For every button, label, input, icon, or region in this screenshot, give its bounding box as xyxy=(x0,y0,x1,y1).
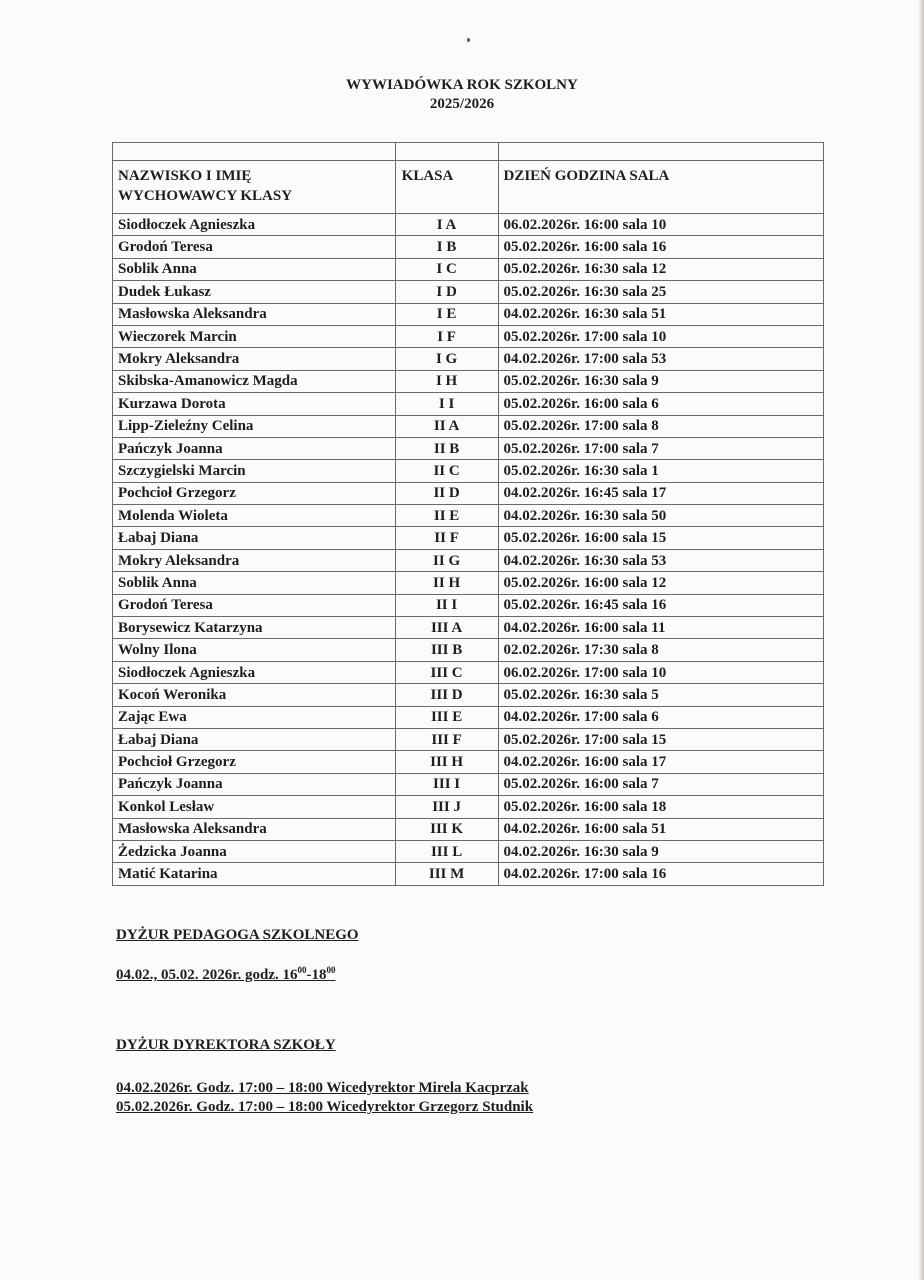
column-header-when: DZIEŃ GODZINA SALA xyxy=(498,161,824,214)
table-row xyxy=(113,549,824,571)
table-row xyxy=(113,303,824,325)
table-row xyxy=(113,415,824,437)
table-row xyxy=(113,460,824,482)
schedule-cell: 05.02.2026r. 16:30 sala 5 xyxy=(498,684,824,706)
scan-speck xyxy=(467,38,470,42)
table-row xyxy=(113,639,824,661)
table-row xyxy=(113,684,824,706)
director-duty-line: 05.02.2026r. Godz. 17:00 – 18:00 Wicedyrektor Grzegorz Studnik xyxy=(116,1099,534,1115)
schedule-cell: 05.02.2026r. 17:00 sala 8 xyxy=(498,415,824,437)
schedule-cell: 04.02.2026r. 16:30 sala 51 xyxy=(498,303,824,325)
table-row xyxy=(113,258,824,280)
table-body xyxy=(113,214,824,886)
class-cell: I I xyxy=(395,393,498,415)
schedule-cell: 05.02.2026r. 16:00 sala 6 xyxy=(498,393,824,415)
pedagogue-start-minutes: 00 xyxy=(297,965,307,975)
teacher-cell: Pańczyk Joanna xyxy=(113,437,396,459)
schedule-cell: 06.02.2026r. 17:00 sala 10 xyxy=(498,661,824,683)
class-cell: II B xyxy=(395,437,498,459)
director-heading: DYŻUR DYREKTORA SZKOŁY xyxy=(116,1037,336,1053)
table-row xyxy=(113,863,824,885)
teacher-cell: Soblik Anna xyxy=(113,258,396,280)
schedule-cell: 05.02.2026r. 16:30 sala 25 xyxy=(498,281,824,303)
class-cell: III H xyxy=(395,751,498,773)
teacher-cell: Pochcioł Grzegorz xyxy=(113,751,396,773)
pedagogue-heading: DYŻUR PEDAGOGA SZKOLNEGO xyxy=(116,927,359,943)
table-row xyxy=(113,370,824,392)
table-row xyxy=(113,527,824,549)
title-line-1: WYWIADÓWKA ROK SZKOLNY xyxy=(346,77,578,93)
teacher-cell: Mokry Aleksandra xyxy=(113,549,396,571)
schedule-cell: 05.02.2026r. 16:30 sala 9 xyxy=(498,370,824,392)
schedule-cell: 05.02.2026r. 16:00 sala 7 xyxy=(498,773,824,795)
class-cell: III M xyxy=(395,863,498,885)
class-cell: III B xyxy=(395,639,498,661)
schedule-cell: 05.02.2026r. 16:00 sala 12 xyxy=(498,572,824,594)
teacher-cell: Konkol Lesław xyxy=(113,796,396,818)
teacher-cell: Siodłoczek Agnieszka xyxy=(113,661,396,683)
teacher-cell: Kurzawa Dorota xyxy=(113,393,396,415)
class-cell: III E xyxy=(395,706,498,728)
table-row xyxy=(113,617,824,639)
teacher-cell: Wolny Ilona xyxy=(113,639,396,661)
schedule-cell: 04.02.2026r. 17:00 sala 6 xyxy=(498,706,824,728)
schedule-cell: 05.02.2026r. 16:30 sala 12 xyxy=(498,258,824,280)
table-row xyxy=(113,482,824,504)
schedule-cell: 04.02.2026r. 16:00 sala 17 xyxy=(498,751,824,773)
document-title xyxy=(0,76,924,114)
class-cell: II I xyxy=(395,594,498,616)
table-row xyxy=(113,505,824,527)
schedule-cell: 04.02.2026r. 16:30 sala 50 xyxy=(498,505,824,527)
teacher-cell: Borysewicz Katarzyna xyxy=(113,617,396,639)
teacher-cell: Dudek Łukasz xyxy=(113,281,396,303)
schedule-cell: 05.02.2026r. 17:00 sala 15 xyxy=(498,728,824,750)
schedule-cell: 05.02.2026r. 16:45 sala 16 xyxy=(498,594,824,616)
class-cell: II C xyxy=(395,460,498,482)
class-cell: III A xyxy=(395,617,498,639)
class-cell: I D xyxy=(395,281,498,303)
teacher-cell: Mokry Aleksandra xyxy=(113,348,396,370)
pedagogue-date: 04.02., 05.02. 2026r. godz. 16 xyxy=(116,967,298,983)
schedule-cell: 05.02.2026r. 16:00 sala 15 xyxy=(498,527,824,549)
table-row xyxy=(113,818,824,840)
schedule-cell: 04.02.2026r. 17:00 sala 53 xyxy=(498,348,824,370)
class-cell: I C xyxy=(395,258,498,280)
table-row xyxy=(113,281,824,303)
schedule-cell: 04.02.2026r. 16:00 sala 51 xyxy=(498,818,824,840)
class-cell: III D xyxy=(395,684,498,706)
table-row xyxy=(113,728,824,750)
class-cell: II H xyxy=(395,572,498,594)
schedule-cell: 02.02.2026r. 17:30 sala 8 xyxy=(498,639,824,661)
schedule-cell: 06.02.2026r. 16:00 sala 10 xyxy=(498,214,824,236)
table-row xyxy=(113,751,824,773)
teacher-cell: Kocoń Weronika xyxy=(113,684,396,706)
pedagogue-separator: -18 xyxy=(306,967,327,983)
schedule-cell: 05.02.2026r. 16:30 sala 1 xyxy=(498,460,824,482)
schedule-cell: 04.02.2026r. 16:30 sala 9 xyxy=(498,840,824,862)
table-blank-row xyxy=(113,143,824,161)
class-cell: I E xyxy=(395,303,498,325)
schedule-cell: 05.02.2026r. 16:00 sala 16 xyxy=(498,236,824,258)
class-cell: III F xyxy=(395,728,498,750)
class-cell: I A xyxy=(395,214,498,236)
class-cell: I B xyxy=(395,236,498,258)
teacher-cell: Skibska-Amanowicz Magda xyxy=(113,370,396,392)
teacher-cell: Łabaj Diana xyxy=(113,527,396,549)
schedule-cell: 05.02.2026r. 17:00 sala 10 xyxy=(498,325,824,347)
table-row xyxy=(113,214,824,236)
class-cell: III L xyxy=(395,840,498,862)
class-cell: I F xyxy=(395,325,498,347)
teacher-cell: Zając Ewa xyxy=(113,706,396,728)
table-row xyxy=(113,840,824,862)
page-edge-shadow xyxy=(919,0,924,1280)
teacher-cell: Wieczorek Marcin xyxy=(113,325,396,347)
table-row xyxy=(113,594,824,616)
class-cell: II G xyxy=(395,549,498,571)
teacher-cell: Pańczyk Joanna xyxy=(113,773,396,795)
teacher-cell: Żedzicka Joanna xyxy=(113,840,396,862)
title-line-2: 2025/2026 xyxy=(429,96,495,112)
class-cell: III K xyxy=(395,818,498,840)
pedagogue-hours xyxy=(116,965,336,984)
teacher-cell: Molenda Wioleta xyxy=(113,505,396,527)
column-header-class: KLASA xyxy=(395,161,498,214)
teacher-cell: Szczygielski Marcin xyxy=(113,460,396,482)
teacher-cell: Łabaj Diana xyxy=(113,728,396,750)
table-row xyxy=(113,706,824,728)
teacher-cell: Grodoń Teresa xyxy=(113,236,396,258)
schedule-table xyxy=(112,142,824,886)
table-row xyxy=(113,437,824,459)
teacher-cell: Siodłoczek Agnieszka xyxy=(113,214,396,236)
table-header-row xyxy=(113,161,824,214)
teacher-cell: Lipp-Zieleźny Celina xyxy=(113,415,396,437)
class-cell: II E xyxy=(395,505,498,527)
teacher-cell: Pochcioł Grzegorz xyxy=(113,482,396,504)
schedule-cell: 05.02.2026r. 17:00 sala 7 xyxy=(498,437,824,459)
class-cell: III J xyxy=(395,796,498,818)
table-row xyxy=(113,661,824,683)
class-cell: II A xyxy=(395,415,498,437)
table-row xyxy=(113,236,824,258)
director-duty-line: 04.02.2026r. Godz. 17:00 – 18:00 Wicedyrektor Mirela Kacprzak xyxy=(116,1080,529,1096)
class-cell: II F xyxy=(395,527,498,549)
class-cell: I H xyxy=(395,370,498,392)
teacher-cell: Soblik Anna xyxy=(113,572,396,594)
table-row xyxy=(113,572,824,594)
teacher-cell: Grodoń Teresa xyxy=(113,594,396,616)
schedule-cell: 04.02.2026r. 16:30 sala 53 xyxy=(498,549,824,571)
pedagogue-end-minutes: 00 xyxy=(326,965,336,975)
table-row xyxy=(113,348,824,370)
teacher-cell: Matić Katarina xyxy=(113,863,396,885)
column-header-teacher: NAZWISKO I IMIĘ WYCHOWAWCY KLASY xyxy=(113,161,396,214)
class-cell: I G xyxy=(395,348,498,370)
table-row xyxy=(113,796,824,818)
table-row xyxy=(113,325,824,347)
schedule-cell: 04.02.2026r. 17:00 sala 16 xyxy=(498,863,824,885)
table-row xyxy=(113,773,824,795)
class-cell: III C xyxy=(395,661,498,683)
schedule-cell: 04.02.2026r. 16:45 sala 17 xyxy=(498,482,824,504)
class-cell: III I xyxy=(395,773,498,795)
teacher-cell: Masłowska Aleksandra xyxy=(113,818,396,840)
table-row xyxy=(113,393,824,415)
schedule-cell: 05.02.2026r. 16:00 sala 18 xyxy=(498,796,824,818)
class-cell: II D xyxy=(395,482,498,504)
schedule-cell: 04.02.2026r. 16:00 sala 11 xyxy=(498,617,824,639)
teacher-cell: Masłowska Aleksandra xyxy=(113,303,396,325)
